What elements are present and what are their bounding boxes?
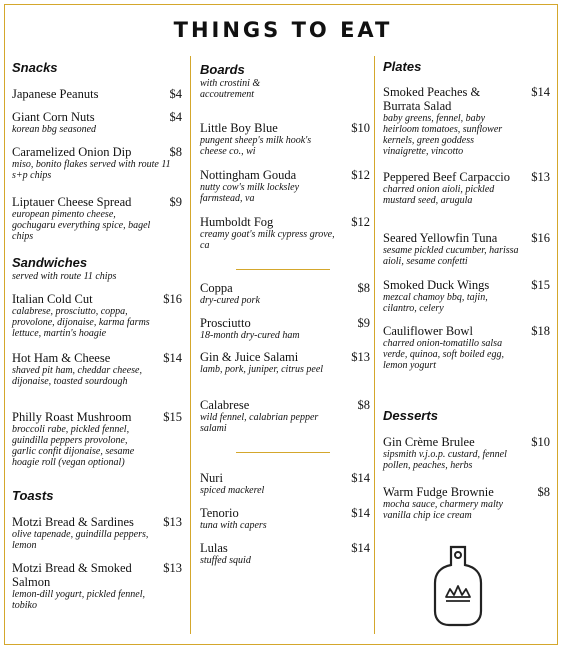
- item-price: $16: [531, 231, 550, 245]
- item-price: $14: [351, 506, 370, 520]
- menu-item: [383, 85, 550, 157]
- menu-item: [200, 121, 370, 157]
- item-price: $9: [357, 316, 370, 330]
- item-description: lamb, pork, juniper, citrus peel: [200, 364, 324, 375]
- section-subtitle: served with route 11 chips: [12, 271, 117, 282]
- menu-item: [200, 168, 370, 204]
- item-name: Italian Cold Cut: [12, 292, 93, 306]
- section-divider: [236, 452, 330, 453]
- item-description: sipsmith v.j.o.p. custard, fennel pollen, peaches, herbs: [383, 449, 507, 471]
- section-divider: [236, 269, 330, 270]
- item-name: Lulas: [200, 541, 228, 555]
- menu-item: [200, 506, 370, 531]
- item-name: Smoked Duck Wings: [383, 278, 490, 292]
- menu-item: [200, 215, 370, 251]
- menu-item: [383, 231, 550, 267]
- menu-item: [12, 110, 182, 135]
- menu-item: [200, 281, 370, 306]
- item-description: wild fennel, calabrian pepper salami: [200, 412, 319, 434]
- item-description: olive tapenade, guindilla peppers, lemon: [12, 529, 149, 551]
- menu-item: [12, 195, 182, 242]
- item-price: $8: [357, 281, 370, 295]
- item-name: Gin & Juice Salami: [200, 350, 299, 364]
- menu-item: [12, 515, 182, 551]
- item-name: Little Boy Blue: [200, 121, 278, 135]
- item-description: calabrese, prosciutto, coppa, provolone, dijonaise, karma farms lettuce, martin's hoagie: [12, 306, 150, 339]
- item-name: Motzi Bread & Smoked Salmon: [12, 561, 132, 589]
- item-price: $14: [531, 85, 550, 99]
- item-description: baby greens, fennel, baby heirloom tomatoes, sunflower kernels, green goddess vinaigrette, vincotto: [383, 113, 503, 157]
- item-name: Japanese Peanuts: [12, 87, 99, 101]
- menu-item: [383, 170, 550, 206]
- section-heading-toasts: Toasts: [12, 488, 54, 503]
- item-name: Giant Corn Nuts: [12, 110, 95, 124]
- item-description: miso, bonito flakes served with route 11 s+p chips: [12, 159, 171, 181]
- item-name: Coppa: [200, 281, 233, 295]
- item-price: $15: [163, 410, 182, 424]
- item-price: $14: [351, 471, 370, 485]
- item-name: Liptauer Cheese Spread: [12, 195, 132, 209]
- item-description: european pimento cheese, gochugaru everything spice, bagel chips: [12, 209, 151, 242]
- menu-item: [200, 398, 370, 434]
- item-name: Calabrese: [200, 398, 250, 412]
- item-description: shaved pit ham, cheddar cheese, dijonaise, toasted sourdough: [12, 365, 142, 387]
- item-price: $15: [531, 278, 550, 292]
- item-price: $12: [351, 215, 370, 229]
- item-description: mocha sauce, charmery malty vanilla chip ice cream: [383, 499, 503, 521]
- menu-item: [200, 471, 370, 496]
- item-name: Caramelized Onion Dip: [12, 145, 132, 159]
- menu-item: [383, 278, 550, 314]
- menu-item: [12, 292, 182, 339]
- item-description: spiced mackerel: [200, 485, 265, 496]
- item-description: tuna with capers: [200, 520, 267, 531]
- menu-item: [383, 485, 550, 521]
- item-price: $10: [531, 435, 550, 449]
- item-name: Tenorio: [200, 506, 239, 520]
- item-description: korean bbg seasoned: [12, 124, 97, 135]
- item-description: lemon-dill yogurt, pickled fennel, tobiko: [12, 589, 146, 611]
- item-price: $8: [537, 485, 550, 499]
- menu-item: [12, 561, 182, 611]
- item-description: stuffed squid: [200, 555, 251, 566]
- item-price: $18: [531, 324, 550, 338]
- item-name: Warm Fudge Brownie: [383, 485, 494, 499]
- item-name: Cauliflower Bowl: [383, 324, 473, 338]
- item-price: $13: [351, 350, 370, 364]
- item-description: pungent sheep's milk hook's cheese co., wi: [200, 135, 312, 157]
- item-price: $12: [351, 168, 370, 182]
- item-description: broccoli rabe, pickled fennel, guindilla peppers provolone, garlic confit dijonaise, sesame hoagie roll (vegan optional): [12, 424, 135, 468]
- item-price: $13: [531, 170, 550, 184]
- item-price: $8: [169, 145, 182, 159]
- item-price: $16: [163, 292, 182, 306]
- section-heading-boards: Boards: [200, 62, 245, 77]
- menu-item: [200, 541, 370, 566]
- item-price: $4: [169, 87, 182, 101]
- section-heading-snacks: Snacks: [12, 60, 58, 75]
- item-name: Nottingham Gouda: [200, 168, 297, 182]
- item-description: sesame pickled cucumber, harissa aioli, sesame confetti: [383, 245, 519, 267]
- item-description: charred onion aioli, pickled mustard seed, arugula: [383, 184, 495, 206]
- item-name: Philly Roast Mushroom: [12, 410, 132, 424]
- item-price: $14: [163, 351, 182, 365]
- item-price: $9: [169, 195, 182, 209]
- section-heading-sandwiches: Sandwiches: [12, 255, 88, 270]
- item-description: nutty cow's milk locksley farmstead, va: [200, 182, 300, 204]
- item-price: $4: [169, 110, 182, 124]
- item-name: Hot Ham & Cheese: [12, 351, 111, 365]
- menu-item: [383, 324, 550, 371]
- menu-item: [12, 145, 182, 181]
- menu-item: [12, 410, 182, 468]
- column-divider: [374, 56, 375, 634]
- cutting-board-crown-icon: [433, 545, 483, 627]
- menu-item: [200, 316, 370, 341]
- item-name: Nuri: [200, 471, 223, 485]
- item-description: creamy goat's milk cypress grove, ca: [200, 229, 335, 251]
- menu-item: [200, 350, 370, 375]
- item-name: Smoked Peaches & Burrata Salad: [383, 85, 481, 113]
- item-name: Prosciutto: [200, 316, 251, 330]
- menu-item: [383, 435, 550, 471]
- section-heading-desserts: Desserts: [383, 408, 438, 423]
- item-description: mezcal chamoy bbq, tajin, cilantro, celery: [383, 292, 488, 314]
- item-name: Peppered Beef Carpaccio: [383, 170, 511, 184]
- section-subtitle: with crostini & accoutrement: [200, 78, 261, 100]
- item-name: Seared Yellowfin Tuna: [383, 231, 498, 245]
- menu-title: THINGS TO EAT: [173, 18, 393, 42]
- item-name: Motzi Bread & Sardines: [12, 515, 134, 529]
- item-name: Gin Crème Brulee: [383, 435, 475, 449]
- item-price: $13: [163, 561, 182, 575]
- menu-item: [12, 351, 182, 387]
- item-price: $10: [351, 121, 370, 135]
- menu-item: [12, 87, 182, 101]
- item-description: dry-cured pork: [200, 295, 260, 306]
- item-description: 18-month dry-cured ham: [200, 330, 300, 341]
- item-price: $8: [357, 398, 370, 412]
- item-name: Humboldt Fog: [200, 215, 274, 229]
- item-price: $13: [163, 515, 182, 529]
- item-description: charred onion-tomatillo salsa verde, quinoa, soft boiled egg, lemon yogurt: [383, 338, 504, 371]
- column-divider: [190, 56, 191, 634]
- section-heading-plates: Plates: [383, 59, 422, 74]
- item-price: $14: [351, 541, 370, 555]
